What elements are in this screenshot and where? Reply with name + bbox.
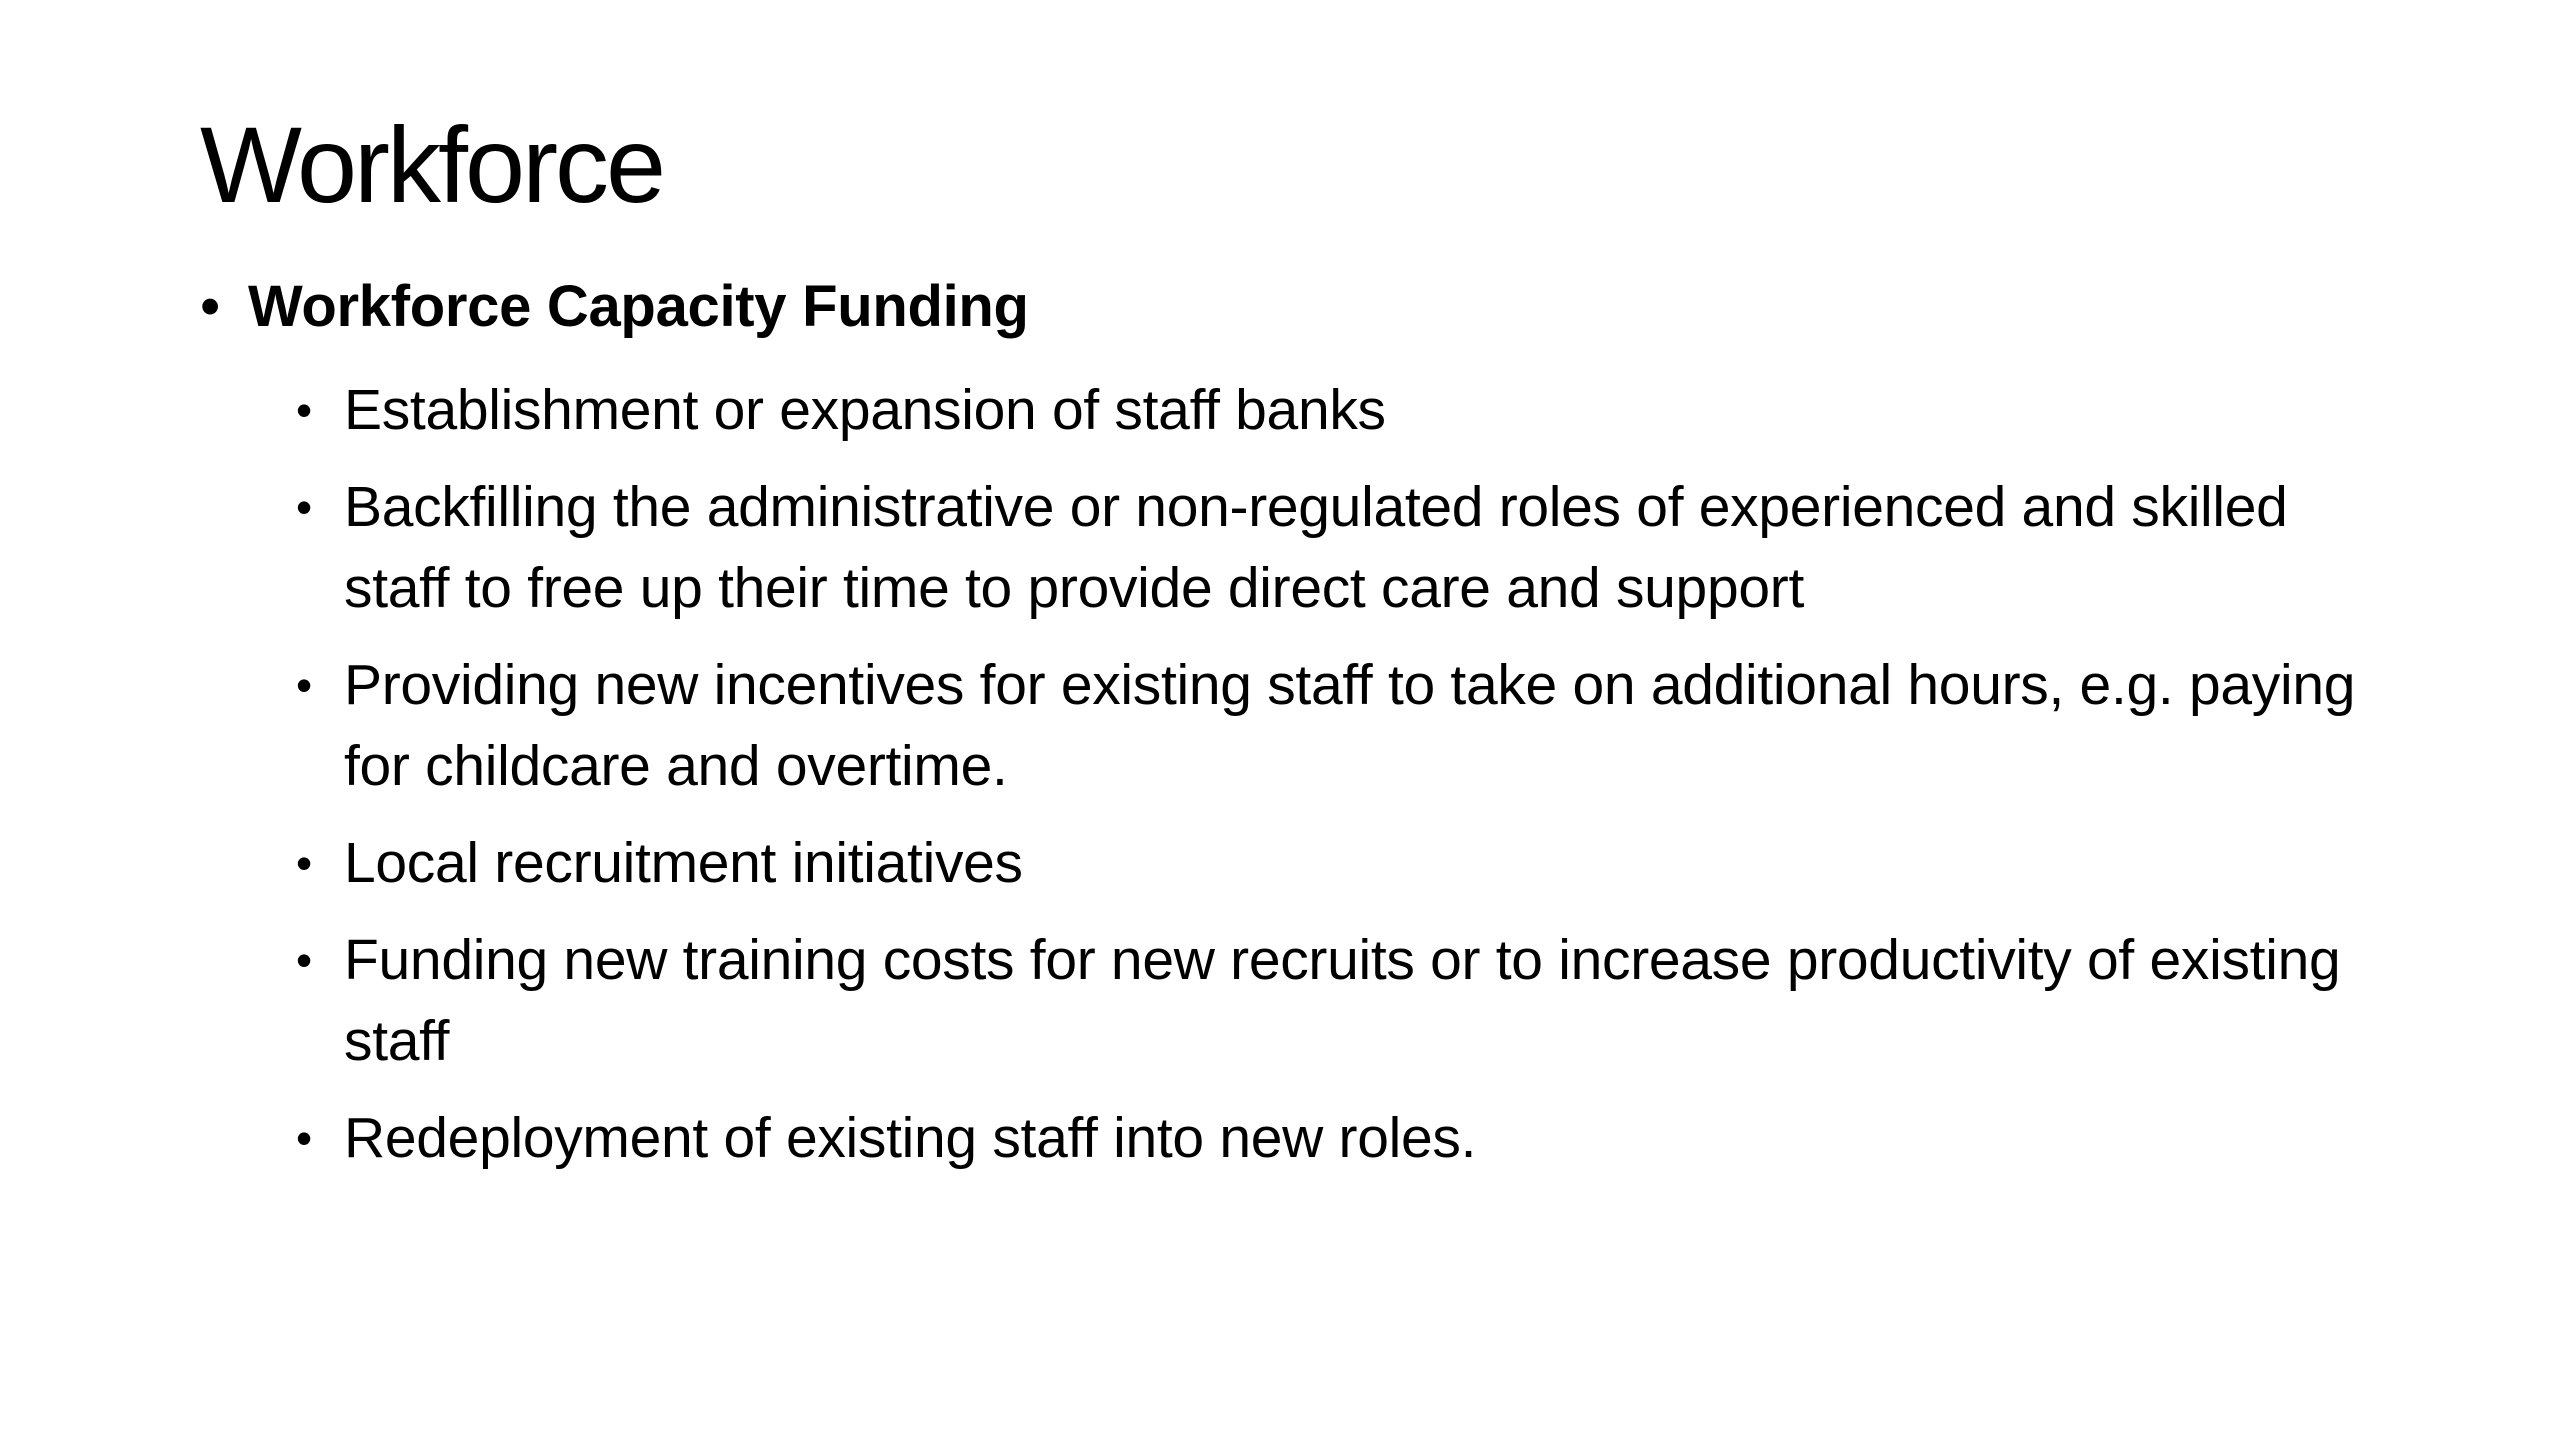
bullet-content [200,272,2400,1195]
sub-bullet-item [296,370,2400,451]
slide-title: Workforce [200,104,664,225]
sub-bullet-item [296,467,2400,629]
sub-bullet-item [296,920,2400,1082]
sub-bullet-text: Backfilling the administrative or non-regulated roles of experienced and skilled staff to free up their time to provide direct care and support [344,474,2288,620]
sub-bullet-text: Funding new training costs for new recruits or to increase productivity of existing staff [344,927,2341,1073]
bullet-icon: • [200,274,221,339]
bullet-icon: • [296,1111,312,1164]
sub-bullet-text: Local recruitment initiatives [344,830,1023,895]
bullet-heading-item [200,272,2400,342]
sub-bullet-item [296,823,2400,904]
bullet-icon: • [296,658,312,711]
sub-bullet-text: Providing new incentives for existing staff to take on additional hours, e.g. paying for childcare and overtime. [344,652,2356,798]
bullet-icon: • [296,480,312,533]
bullet-icon: • [296,933,312,986]
sub-bullet-item [296,645,2400,807]
bullet-icon: • [296,383,312,436]
bullet-heading-text: Workforce Capacity Funding [248,274,1029,339]
sub-bullet-list [200,370,2400,1179]
bullet-icon: • [296,836,312,889]
sub-bullet-item [296,1098,2400,1179]
sub-bullet-text: Redeployment of existing staff into new roles. [344,1105,1477,1170]
sub-bullet-text: Establishment or expansion of staff banks [344,377,1386,442]
